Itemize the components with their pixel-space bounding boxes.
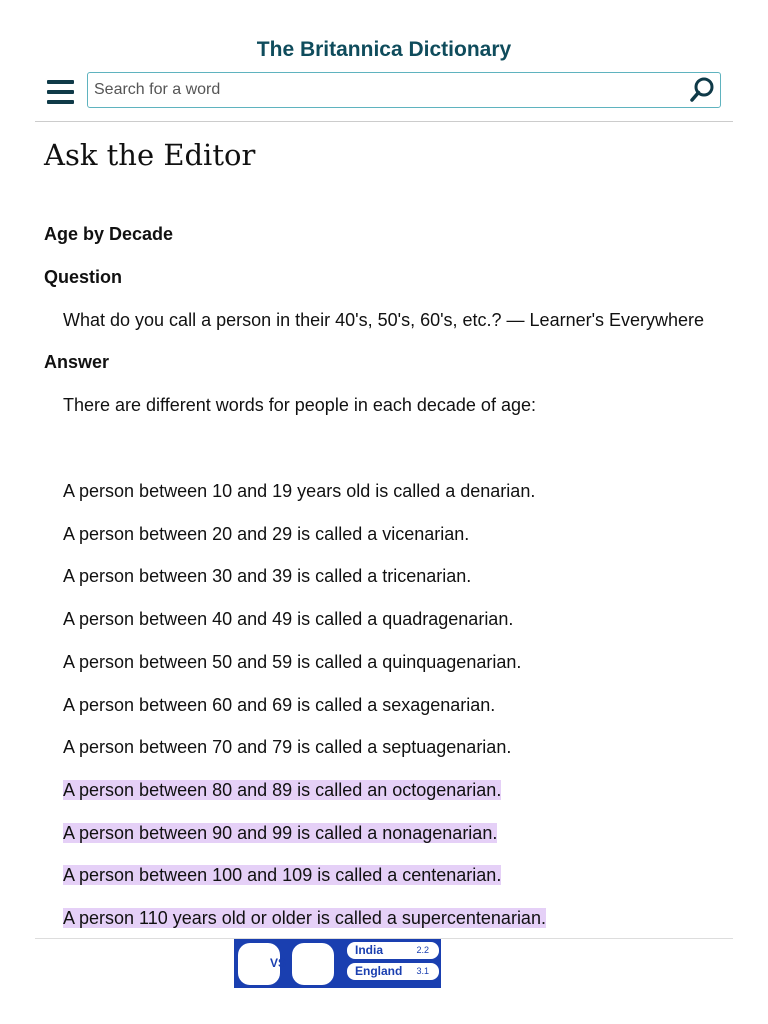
age-list-item-text: A person between 40 and 49 is called a quadragenarian. [63, 609, 514, 630]
age-list-item [63, 823, 497, 844]
team-row [347, 963, 439, 980]
age-list-item [63, 865, 501, 886]
header-divider [35, 121, 733, 122]
age-list-item-text: A person between 30 and 39 is called a tricenarian. [63, 566, 472, 587]
team-score: 3.1 [416, 966, 429, 976]
cricket-score-ad[interactable] [234, 939, 441, 988]
answer-heading: Answer [44, 352, 110, 372]
team-name: India [355, 943, 384, 957]
team-row [347, 942, 439, 959]
age-list-item [63, 737, 511, 758]
age-list-item-text: A person between 20 and 29 is called a vicenarian. [63, 523, 470, 544]
age-list-item [63, 908, 546, 929]
age-list-item-text: A person between 50 and 59 is called a quinquagenarian. [63, 651, 522, 672]
question-heading: Question [44, 267, 123, 287]
search-box [87, 72, 721, 108]
age-list-item-text: A person between 70 and 79 is called a septuagenarian. [63, 737, 512, 758]
question-text: What do you call a person in their 40's, 50's, 60's, etc.? — Learner's Everywhere [63, 310, 705, 330]
team-name: England [355, 964, 403, 978]
team-flag-placeholder [292, 943, 334, 985]
age-list-item-text: A person between 10 and 19 years old is called a denarian. [63, 481, 536, 501]
menu-bar [47, 90, 74, 94]
age-list-item-text: A person between 100 and 109 is called a centenarian. [63, 865, 502, 886]
menu-bar [47, 80, 74, 84]
site-title[interactable]: The Britannica Dictionary [256, 38, 512, 61]
age-list-item-text: A person between 80 and 89 is called an octogenarian. [63, 779, 502, 800]
search-input[interactable] [94, 77, 674, 103]
team-score: 2.2 [416, 945, 429, 955]
age-list-item-text: A person between 90 and 99 is called a nonagenarian. [63, 822, 498, 843]
age-list-item-text: A person 110 years old or older is called a supercentenarian. [63, 908, 546, 928]
age-list-item [63, 566, 471, 587]
age-list-item [63, 524, 469, 545]
menu-bar [47, 100, 74, 104]
article-subject: Age by Decade [44, 224, 174, 244]
site-header [0, 0, 768, 122]
age-list-item [63, 780, 501, 801]
page-title: Ask the Editor [44, 138, 256, 172]
age-list-item [63, 652, 521, 673]
age-list-item [63, 481, 535, 502]
age-list-item [63, 695, 495, 716]
vs-label: VS [270, 956, 287, 970]
search-icon[interactable] [688, 76, 716, 104]
hamburger-menu-icon[interactable] [47, 80, 74, 104]
age-list-item-text: A person between 60 and 69 is called a sexagenarian. [63, 694, 496, 715]
answer-intro: There are different words for people in each decade of age: [63, 395, 536, 415]
age-list-item [63, 609, 513, 630]
